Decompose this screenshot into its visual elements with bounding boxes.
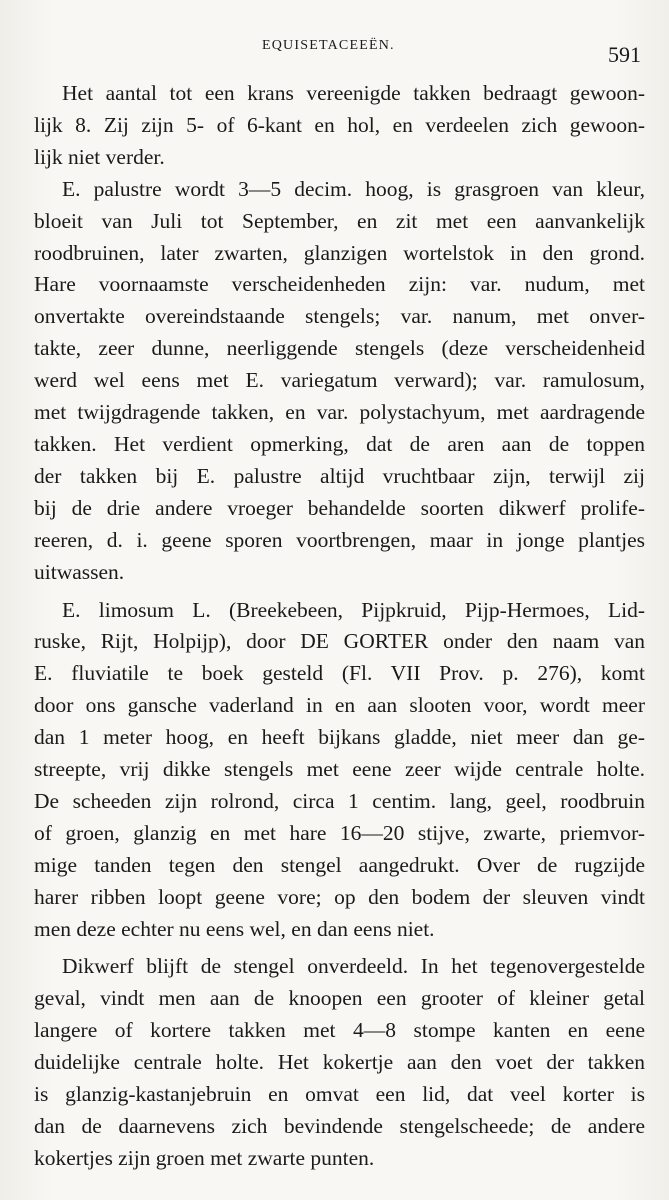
text-line: bloeit van Juli tot September, en zit met een aanvankelijk [34,208,645,233]
paragraph-1 [34,78,645,174]
text-line: Hare voornaamste verscheidenheden zijn: var. nudum, met [34,272,645,297]
paragraph-4 [34,951,645,1174]
text-line: dan 1 meter hoog, en heeft bijkans gladde, niet meer dan ge- [34,725,645,750]
body-text [34,78,645,1175]
text-line: uitwassen. [34,559,125,584]
text-line: ruske, Rijt, Holpijp), door DE GORTER onder den naam van [34,629,645,654]
text-line: harer ribben loopt geene vore; op den bodem der sleuven vindt [34,884,645,909]
text-line: streepte, vrij dikke stengels met eene zeer wijde centrale holte. [34,757,645,782]
text-line: E. palustre wordt 3—5 decim. hoog, is grasgroen van kleur, [62,176,645,201]
text-line: door ons gansche vaderland in en aan slooten voor, wordt meer [34,693,645,718]
text-line: reeren, d. i. geene sporen voortbrengen, maar in jonge plantjes [34,527,645,552]
text-line: men deze echter nu eens wel, en dan eens niet. [34,916,435,941]
text-line: onvertakte overeindstaande stengels; var. nanum, met onver- [34,304,645,329]
text-line: E. limosum L. (Breekebeen, Pijpkruid, Pijp-Hermoes, Lid- [62,597,645,622]
text-line: lijk niet verder. [34,144,165,169]
text-line: is glanzig-kastanjebruin en omvat een lid, dat veel korter is [34,1082,645,1107]
text-line: geval, vindt men aan de knoopen een grooter of kleiner getal [34,986,645,1011]
text-line: roodbruinen, later zwarten, glanzigen wortelstok in den grond. [34,240,645,265]
text-line: E. fluviatile te boek gesteld (Fl. VII Prov. p. 276), komt [34,661,645,686]
text-line: takte, zeer dunne, neerliggende stengels (deze verscheidenheid [34,336,645,361]
text-line: kokertjes zijn groen met zwarte punten. [34,1145,375,1170]
text-line: of groen, glanzig en met hare 16—20 stijve, zwarte, priemvor- [34,820,645,845]
text-line: Het aantal tot een krans vereenigde takken bedraagt gewoon- [62,81,645,105]
text-line: De scheeden zijn rolrond, circa 1 centim. lang, geel, roodbruin [34,788,645,813]
text-line: lijk 8. Zij zijn 5- of 6-kant en hol, en verdeelen zich gewoon- [34,112,645,137]
text-line: met twijgdragende takken, en var. polystachyum, met aardragende [34,400,645,425]
paragraph-3 [34,595,645,946]
text-line: der takken bij E. palustre altijd vruchtbaar zijn, terwijl zij [34,463,645,488]
running-title: EQUISETACEEËN. [262,38,395,53]
text-line: duidelijke centrale holte. Het kokertje aan den voet der takken [34,1050,645,1075]
page-number: 591 [608,42,641,67]
text-line: bij de drie andere vroeger behandelde soorten dikwerf prolife- [34,495,645,520]
text-line: takken. Het verdient opmerking, dat de aren aan de toppen [34,431,645,456]
text-line: dan de daarnevens zich bevindende stengelscheede; de andere [34,1114,645,1138]
text-line: mige tanden tegen den stengel aangedrukt. Over de rugzijde [34,852,645,877]
text-line: Dikwerf blijft de stengel onverdeeld. In het tegenovergestelde [62,954,645,979]
text-line: werd wel eens met E. variegatum verward); var. ramulosum, [34,368,645,393]
text-line: langere of kortere takken met 4—8 stompe kanten en eene [34,1018,645,1043]
paragraph-2 [34,174,645,589]
